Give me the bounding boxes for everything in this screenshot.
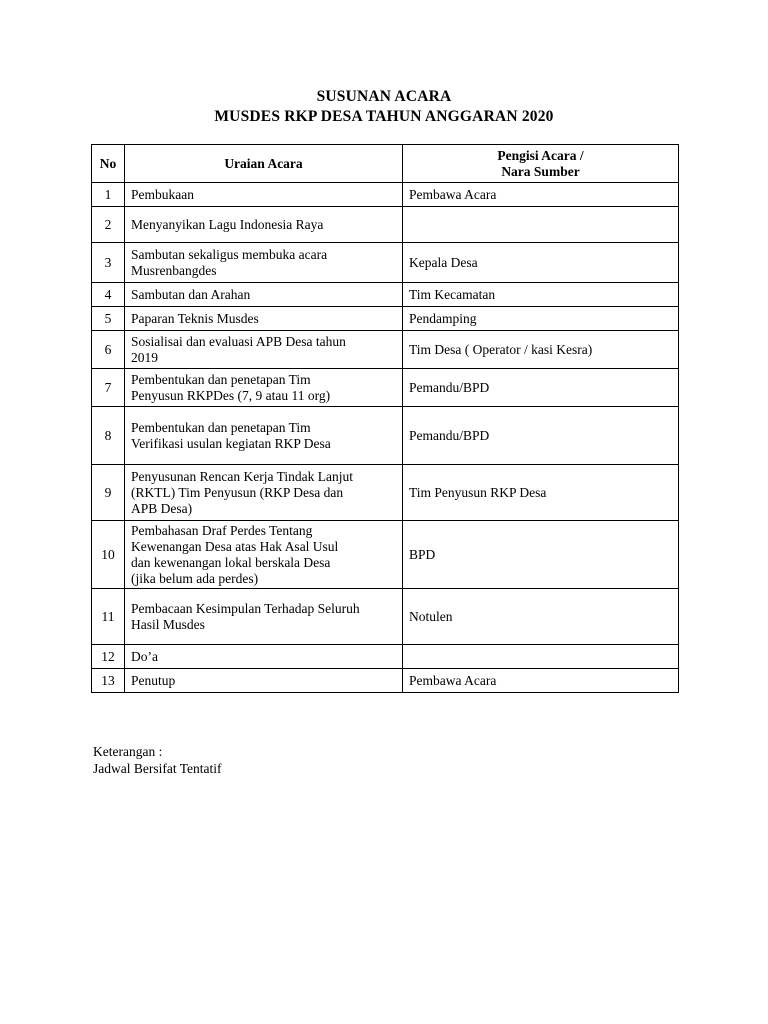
row-number: 6 — [92, 331, 125, 369]
uraian-line: Sambutan sekaligus membuka acara — [131, 246, 328, 262]
document-title: SUSUNAN ACARA — [316, 88, 452, 105]
uraian-line: Pembentukan dan penetapan Tim — [131, 371, 311, 387]
uraian-line: Musrenbangdes — [131, 262, 217, 278]
row-uraian-acara — [125, 307, 403, 331]
row-uraian-acara — [125, 243, 403, 283]
table-row — [92, 589, 679, 645]
agenda-table — [91, 144, 679, 693]
table-row — [92, 407, 679, 465]
uraian-line: dan kewenangan lokal berskala Desa — [131, 554, 331, 570]
table-row — [92, 307, 679, 331]
notes-label: Keterangan : — [93, 744, 163, 759]
row-number: 2 — [92, 207, 125, 243]
uraian-line: Do’a — [131, 648, 158, 664]
row-pengisi-acara: Pemandu/BPD — [403, 369, 679, 407]
row-pengisi-acara: Kepala Desa — [403, 243, 679, 283]
document-subtitle: MUSDES RKP DESA TAHUN ANGGARAN 2020 — [214, 108, 554, 125]
table-header-row — [92, 145, 679, 183]
header-pengisi-line1: Pengisi Acara / — [497, 147, 584, 163]
table-row — [92, 207, 679, 243]
row-pengisi-acara: BPD — [403, 521, 679, 589]
table-row — [92, 331, 679, 369]
row-number: 4 — [92, 283, 125, 307]
table-row — [92, 283, 679, 307]
uraian-line: Pembahasan Draf Perdes Tentang — [131, 522, 313, 538]
row-uraian-acara — [125, 369, 403, 407]
row-number: 1 — [92, 183, 125, 207]
uraian-line: Pembacaan Kesimpulan Terhadap Seluruh — [131, 600, 360, 616]
table-row — [92, 183, 679, 207]
uraian-line: Penyusun RKPDes (7, 9 atau 11 org) — [131, 387, 331, 403]
row-uraian-acara — [125, 331, 403, 369]
uraian-line: Penutup — [131, 672, 176, 688]
row-pengisi-acara — [403, 645, 679, 669]
row-pengisi-acara: Pemandu/BPD — [403, 407, 679, 465]
header-pengisi-line2: Nara Sumber — [501, 163, 580, 179]
table-row — [92, 369, 679, 407]
row-number: 5 — [92, 307, 125, 331]
uraian-line: Menyanyikan Lagu Indonesia Raya — [131, 216, 324, 232]
table-row — [92, 243, 679, 283]
row-uraian-acara — [125, 645, 403, 669]
row-number: 7 — [92, 369, 125, 407]
row-pengisi-acara — [403, 207, 679, 243]
uraian-line: Kewenangan Desa atas Hak Asal Usul — [131, 538, 339, 554]
row-uraian-acara — [125, 283, 403, 307]
uraian-line: (jika belum ada perdes) — [131, 570, 259, 586]
row-pengisi-acara: Pembawa Acara — [403, 669, 679, 693]
header-no: No — [92, 145, 125, 183]
row-pengisi-acara: Tim Kecamatan — [403, 283, 679, 307]
uraian-line: Pembukaan — [131, 186, 194, 202]
row-uraian-acara — [125, 207, 403, 243]
notes-section — [93, 743, 222, 777]
row-pengisi-acara: Tim Penyusun RKP Desa — [403, 465, 679, 521]
table-row — [92, 645, 679, 669]
row-pengisi-acara: Tim Desa ( Operator / kasi Kesra) — [403, 331, 679, 369]
row-uraian-acara — [125, 183, 403, 207]
uraian-line: Paparan Teknis Musdes — [131, 310, 259, 326]
uraian-line: Hasil Musdes — [131, 616, 205, 632]
row-number: 10 — [92, 521, 125, 589]
uraian-line: Pembentukan dan penetapan Tim — [131, 419, 311, 435]
agenda-table-body — [92, 183, 679, 693]
notes-text: Jadwal Bersifat Tentatif — [93, 761, 222, 776]
row-number: 11 — [92, 589, 125, 645]
row-uraian-acara — [125, 589, 403, 645]
row-uraian-acara — [125, 521, 403, 589]
row-number: 12 — [92, 645, 125, 669]
row-uraian-acara — [125, 465, 403, 521]
uraian-line: Penyusunan Rencan Kerja Tindak Lanjut — [131, 468, 353, 484]
row-number: 3 — [92, 243, 125, 283]
uraian-line: Sambutan dan Arahan — [131, 286, 251, 302]
row-uraian-acara — [125, 407, 403, 465]
uraian-line: Verifikasi usulan kegiatan RKP Desa — [131, 435, 331, 451]
row-number: 9 — [92, 465, 125, 521]
uraian-line: 2019 — [131, 349, 158, 365]
table-row — [92, 521, 679, 589]
row-number: 8 — [92, 407, 125, 465]
row-pengisi-acara: Pendamping — [403, 307, 679, 331]
row-pengisi-acara: Pembawa Acara — [403, 183, 679, 207]
table-row — [92, 465, 679, 521]
row-pengisi-acara: Notulen — [403, 589, 679, 645]
row-number: 13 — [92, 669, 125, 693]
table-row — [92, 669, 679, 693]
uraian-line: Sosialisai dan evaluasi APB Desa tahun — [131, 333, 346, 349]
uraian-line: (RKTL) Tim Penyusun (RKP Desa dan — [131, 484, 344, 500]
uraian-line: APB Desa) — [131, 500, 193, 516]
row-uraian-acara — [125, 669, 403, 693]
header-pengisi-acara — [403, 145, 679, 183]
header-uraian-acara: Uraian Acara — [125, 145, 403, 183]
